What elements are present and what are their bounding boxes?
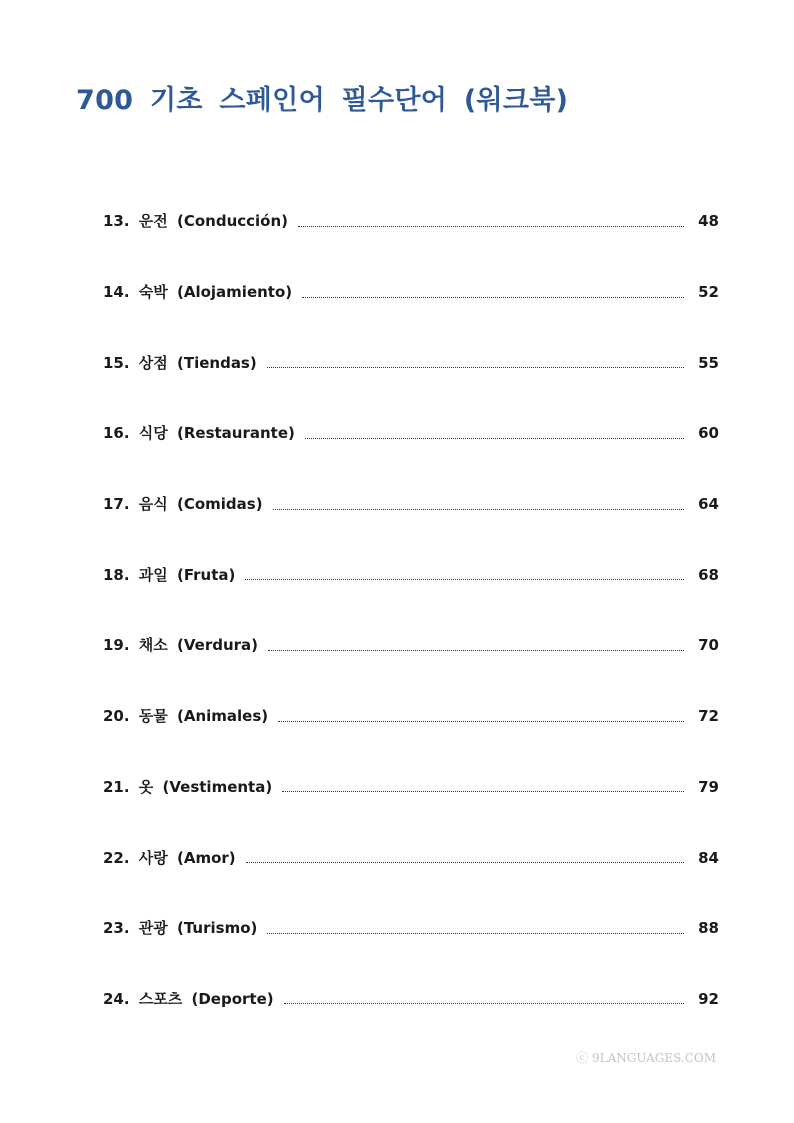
toc-entry-label: 19. 채소 (Verdura) <box>103 636 259 655</box>
toc-entry-label: 13. 운전 (Conducción) <box>103 212 289 231</box>
dot-leader <box>278 721 684 722</box>
toc-entry-page: 72 <box>698 707 719 726</box>
toc-entry-page: 68 <box>698 565 719 584</box>
dot-leader <box>268 650 684 651</box>
toc-entry-page: 88 <box>698 919 719 938</box>
page-title: 700 기초 스페인어 필수단어 (워크북) <box>76 85 569 116</box>
toc-entry-18[interactable] <box>103 539 719 610</box>
toc-entry-page: 60 <box>698 424 719 443</box>
toc-entry-14[interactable] <box>103 257 719 328</box>
toc-entry-19[interactable] <box>103 610 719 681</box>
toc-entry-page: 79 <box>698 777 719 796</box>
table-of-contents <box>103 186 719 1034</box>
dot-leader <box>305 438 684 439</box>
toc-entry-label: 15. 상점 (Tiendas) <box>103 353 257 372</box>
dot-leader <box>245 579 684 580</box>
toc-entry-16[interactable] <box>103 398 719 469</box>
toc-entry-20[interactable] <box>103 681 719 752</box>
toc-entry-page: 48 <box>698 212 719 231</box>
toc-entry-page: 64 <box>698 495 719 514</box>
toc-entry-24[interactable] <box>103 964 719 1035</box>
toc-entry-17[interactable] <box>103 469 719 540</box>
toc-entry-22[interactable] <box>103 822 719 893</box>
toc-entry-label: 23. 관광 (Turismo) <box>103 919 258 938</box>
toc-entry-label: 16. 식당 (Restaurante) <box>103 424 295 443</box>
dot-leader <box>302 297 684 298</box>
toc-entry-page: 92 <box>698 989 719 1008</box>
toc-entry-15[interactable] <box>103 327 719 398</box>
toc-entry-label: 14. 숙박 (Alojamiento) <box>103 283 293 302</box>
dot-leader <box>246 862 684 863</box>
toc-entry-page: 84 <box>698 848 719 867</box>
toc-entry-13[interactable] <box>103 186 719 257</box>
copyright-footer: ⓒ 9LANGUAGES.COM <box>576 1051 716 1065</box>
toc-entry-page: 70 <box>698 636 719 655</box>
dot-leader <box>267 367 684 368</box>
toc-entry-page: 52 <box>698 283 719 302</box>
dot-leader <box>298 226 684 227</box>
toc-entry-label: 24. 스포츠 (Deporte) <box>103 989 274 1008</box>
dot-leader <box>282 791 684 792</box>
toc-entry-21[interactable] <box>103 752 719 823</box>
toc-entry-label: 18. 과일 (Fruta) <box>103 565 236 584</box>
toc-entry-label: 21. 옷 (Vestimenta) <box>103 777 273 796</box>
dot-leader <box>267 933 684 934</box>
dot-leader <box>284 1003 685 1004</box>
dot-leader <box>273 509 685 510</box>
toc-entry-23[interactable] <box>103 893 719 964</box>
toc-entry-label: 22. 사랑 (Amor) <box>103 848 236 867</box>
toc-entry-label: 17. 음식 (Comidas) <box>103 495 263 514</box>
toc-entry-page: 55 <box>698 353 719 372</box>
toc-entry-label: 20. 동물 (Animales) <box>103 707 269 726</box>
